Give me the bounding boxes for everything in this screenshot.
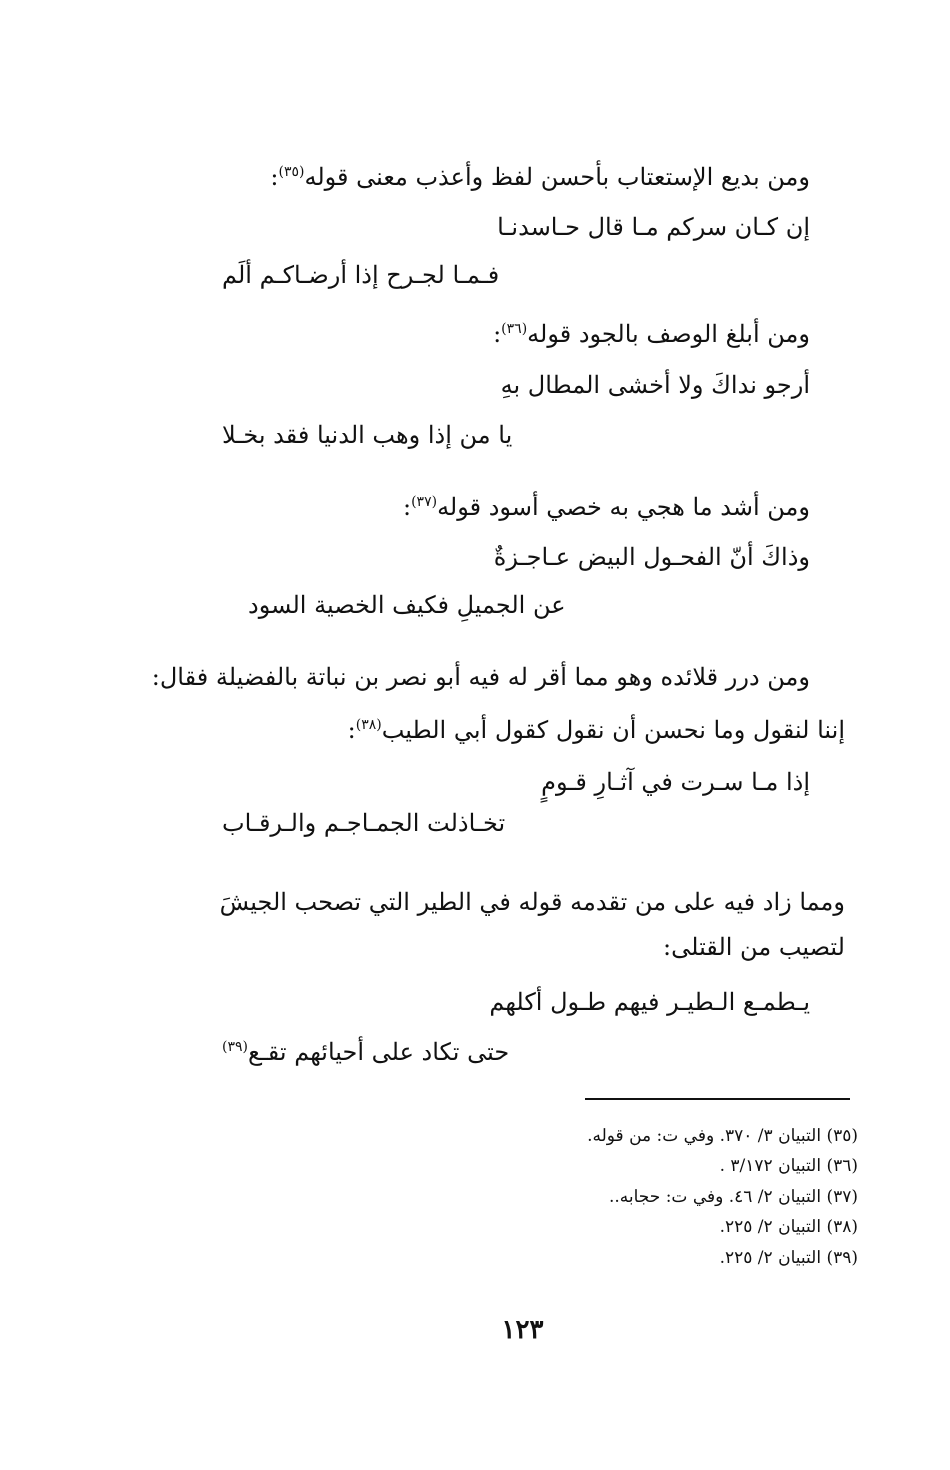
verse-first-hemistich: أرجو نداكَ ولا أخشى المطال بهِ xyxy=(500,371,810,399)
verse-first-hemistich: إن كـان سركم مـا قال حـاسدنـا xyxy=(497,213,810,241)
text-line: لتصيب من القتلى: xyxy=(663,933,845,961)
verse-first-hemistich: إذا مـا سـرت في آثـارِ قـومٍ xyxy=(541,768,810,796)
footnote-ref: (٣٧) xyxy=(411,494,438,510)
footnote: (٣٩) التبيان ٢/ ٢٢٥. xyxy=(719,1248,858,1268)
verse-second-hemistich: يا من إذا وهب الدنيا فقد بخـلا xyxy=(222,421,513,449)
text-line xyxy=(270,155,810,194)
footnote: (٣٧) التبيان ٢/ ٤٦. وفي ت: حجابه.. xyxy=(608,1187,858,1207)
text-span: إننا لنقول وما نحسن أن نقول كقول أبي الطيب xyxy=(381,716,845,744)
text-span: : xyxy=(270,163,279,191)
text-line xyxy=(403,485,810,524)
text-span: ومن أشد ما هجي به خصي أسود قوله xyxy=(437,493,810,521)
text-span: ومن بديع الإستعتاب بأحسن لفظ وأعذب معنى قوله xyxy=(304,163,810,191)
footnote: (٣٨) التبيان ٢/ ٢٢٥. xyxy=(719,1217,858,1237)
footnote-ref: (٣٨) xyxy=(355,717,382,733)
verse-second-hemistich xyxy=(222,1030,509,1069)
verse-second-hemistich: تخـاذلت الجمـاجـم والـرقـاب xyxy=(222,809,506,837)
text-line: ومن درر قلائده وهو مما أقر له فيه أبو نصر بن نباتة بالفضيلة فقال: xyxy=(151,663,810,691)
verse-first-hemistich: يـطمـع الـطيـر فيهم طـول أكلهم xyxy=(489,988,810,1016)
footnote-divider xyxy=(585,1098,850,1100)
text-line xyxy=(493,312,810,351)
verse-second-hemistich: عن الجميلِ فكيف الخصية السود xyxy=(248,591,566,619)
text-span: حتى تكاد على أحيائهم تقـع xyxy=(247,1038,510,1066)
footnote: (٣٥) التبيان ٣/ ٣٧٠. وفي ت: من قوله. xyxy=(587,1126,858,1146)
text-line xyxy=(348,708,845,747)
page-number: ١٢٣ xyxy=(501,1315,544,1345)
verse-first-hemistich: وذاكَ أنّ الفحـول البيض عـاجـزةٌ xyxy=(493,543,810,571)
footnote-ref: (٣٥) xyxy=(278,164,305,180)
footnote: (٣٦) التبيان ٣/١٧٢ . xyxy=(719,1156,858,1176)
text-span: : xyxy=(347,716,356,744)
text-span: : xyxy=(402,493,412,521)
footnote-ref: (٣٦) xyxy=(501,321,528,337)
footnote-ref: (٣٩) xyxy=(222,1039,248,1055)
text-line: ومما زاد فيه على من تقدمه قوله في الطير التي تصحب الجيشَ xyxy=(219,888,845,916)
verse-second-hemistich: فـمـا لجـرح إذا أرضـاكـم ألَم xyxy=(222,261,500,289)
text-span: : xyxy=(493,320,502,348)
text-span: ومن أبلغ الوصف بالجود قوله xyxy=(527,320,810,348)
